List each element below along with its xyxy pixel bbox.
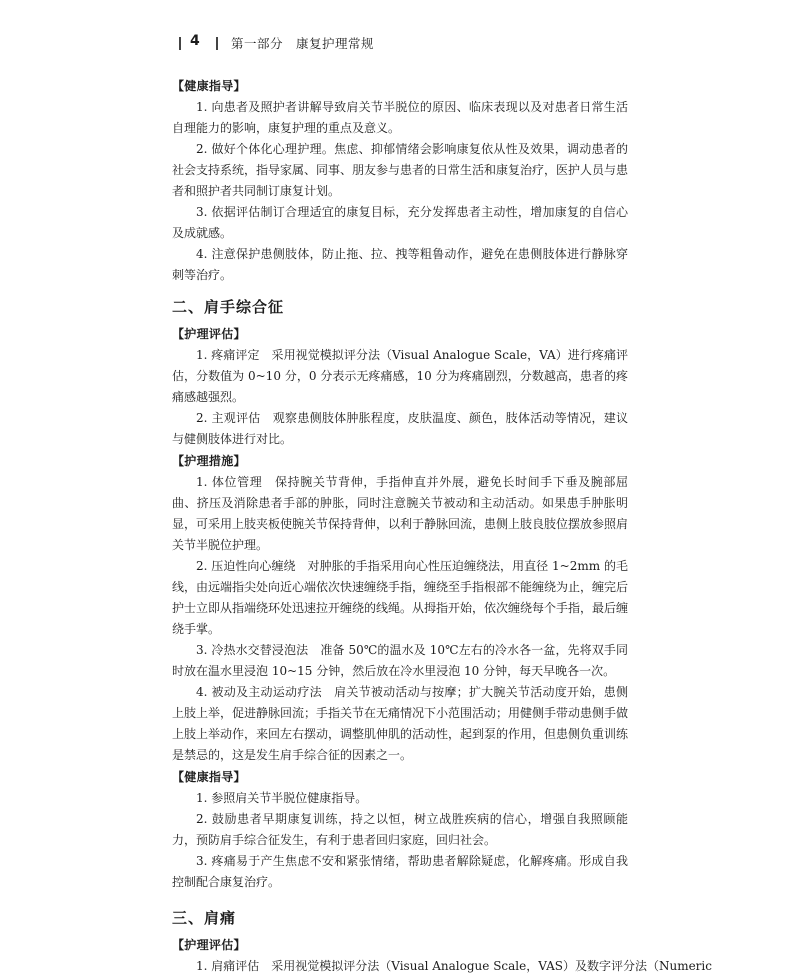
paragraph: 1. 向患者及照护者讲解导致肩关节半脱位的原因、临床表现以及对患者日常生活自理能力的影响，康复护理的重点及意义。 — [172, 100, 628, 135]
paragraph: 4. 被动及主动运动疗法 肩关节被动活动与按摩；扩大腕关节活动度开始，患侧上肢上举，促进静脉回流；手指关节在无痛情况下小范围活动；用健侧手带动患侧手做上肢上举动作，来回左右摆动，调整肌伸肌的活动性，起到泵的作用，但患侧负重训练是禁忌的，这是发生肩手综合征的因素之一。 — [172, 685, 629, 762]
health-guidance-label: 【健康指导】 — [172, 770, 246, 784]
paragraph: 1. 疼痛评定 采用视觉模拟评分法（Visual Analogue Scale，VA）进行疼痛评估，分数值为 0~10 分，0 分表示无疼痛感，10 分为疼痛剧烈，分数越高，患者的疼痛感越强烈。 — [172, 348, 628, 404]
paragraph: 3. 疼痛易于产生焦虑不安和紧张情绪，帮助患者解除疑虑，化解疼痛。形成自我控制配合康复治疗。 — [172, 854, 628, 889]
running-title: 第一部分 康复护理常规 — [231, 36, 375, 51]
page-body — [172, 76, 712, 977]
paragraph: 1. 肩痛评估 采用视觉模拟评分法（Visual Analogue Scale，VAS）及数字评分法（Numeric — [196, 959, 712, 973]
paragraph: 2. 主观评估 观察患侧肢体肿胀程度，皮肤温度、颜色，肢体活动等情况，建议与健侧肢体进行对比。 — [172, 411, 628, 446]
page-number: 4 — [190, 33, 200, 49]
nursing-assessment-label: 【护理评估】 — [172, 327, 246, 341]
paragraph: 2. 鼓励患者早期康复训练，持之以恒，树立战胜疾病的信心，增强自我照顾能力，预防肩手综合征发生，有利于患者回归家庭，回归社会。 — [172, 812, 628, 847]
paragraph: 1. 体位管理 保持腕关节背伸，手指伸直并外展，避免长时间手下垂及腕部屈曲、挤压及消除患者手部的肿胀，同时注意腕关节被动和主动活动。如果患手肿胀明显，可采用上肢夹板使腕关节保持背伸，以利于静脉回流，患侧上肢良肢位摆放参照肩关节半脱位护理。 — [172, 475, 629, 552]
paragraph: 3. 冷热水交替浸泡法 准备 50℃的温水及 10℃左右的冷水各一盆，先将双手同时放在温水里浸泡 10~15 分钟，然后放在冷水里浸泡 10 分钟，每天早晚各一次。 — [172, 643, 628, 678]
nursing-measures-label: 【护理措施】 — [172, 454, 246, 468]
header-divider-right — [216, 37, 218, 50]
paragraph: 1. 参照肩关节半脱位健康指导。 — [196, 791, 368, 805]
nursing-assessment-label: 【护理评估】 — [172, 938, 246, 952]
paragraph: 3. 依据评估制订合理适宜的康复目标，充分发挥患者主动性，增加康复的自信心及成就感。 — [172, 205, 628, 240]
section-title: 二、肩手综合征 — [172, 298, 285, 316]
paragraph: 2. 做好个体化心理护理。焦虑、抑郁情绪会影响康复依从性及效果，调动患者的社会支持系统，指导家属、同事、朋友参与患者的日常生活和康复治疗，医护人员与患者和照护者共同制订康复计划。 — [172, 142, 629, 198]
paragraph: 4. 注意保护患侧肢体，防止拖、拉、拽等粗鲁动作，避免在患侧肢体进行静脉穿刺等治疗。 — [172, 247, 628, 282]
health-guidance-label: 【健康指导】 — [172, 79, 246, 93]
header-divider-left — [179, 37, 181, 50]
paragraph: 2. 压迫性向心缠绕 对肿胀的手指采用向心性压迫缠绕法，用直径 1~2mm 的毛线，由远端指尖处向近心端依次快速缠绕手指，缠绕至手指根部不能缠绕为止，缠完后护士立即从指端绕环处迅速拉开缠绕的线绳。从拇指开始，依次缠绕每个手指，最后缠绕手掌。 — [172, 559, 629, 636]
section-title: 三、肩痛 — [172, 909, 237, 927]
